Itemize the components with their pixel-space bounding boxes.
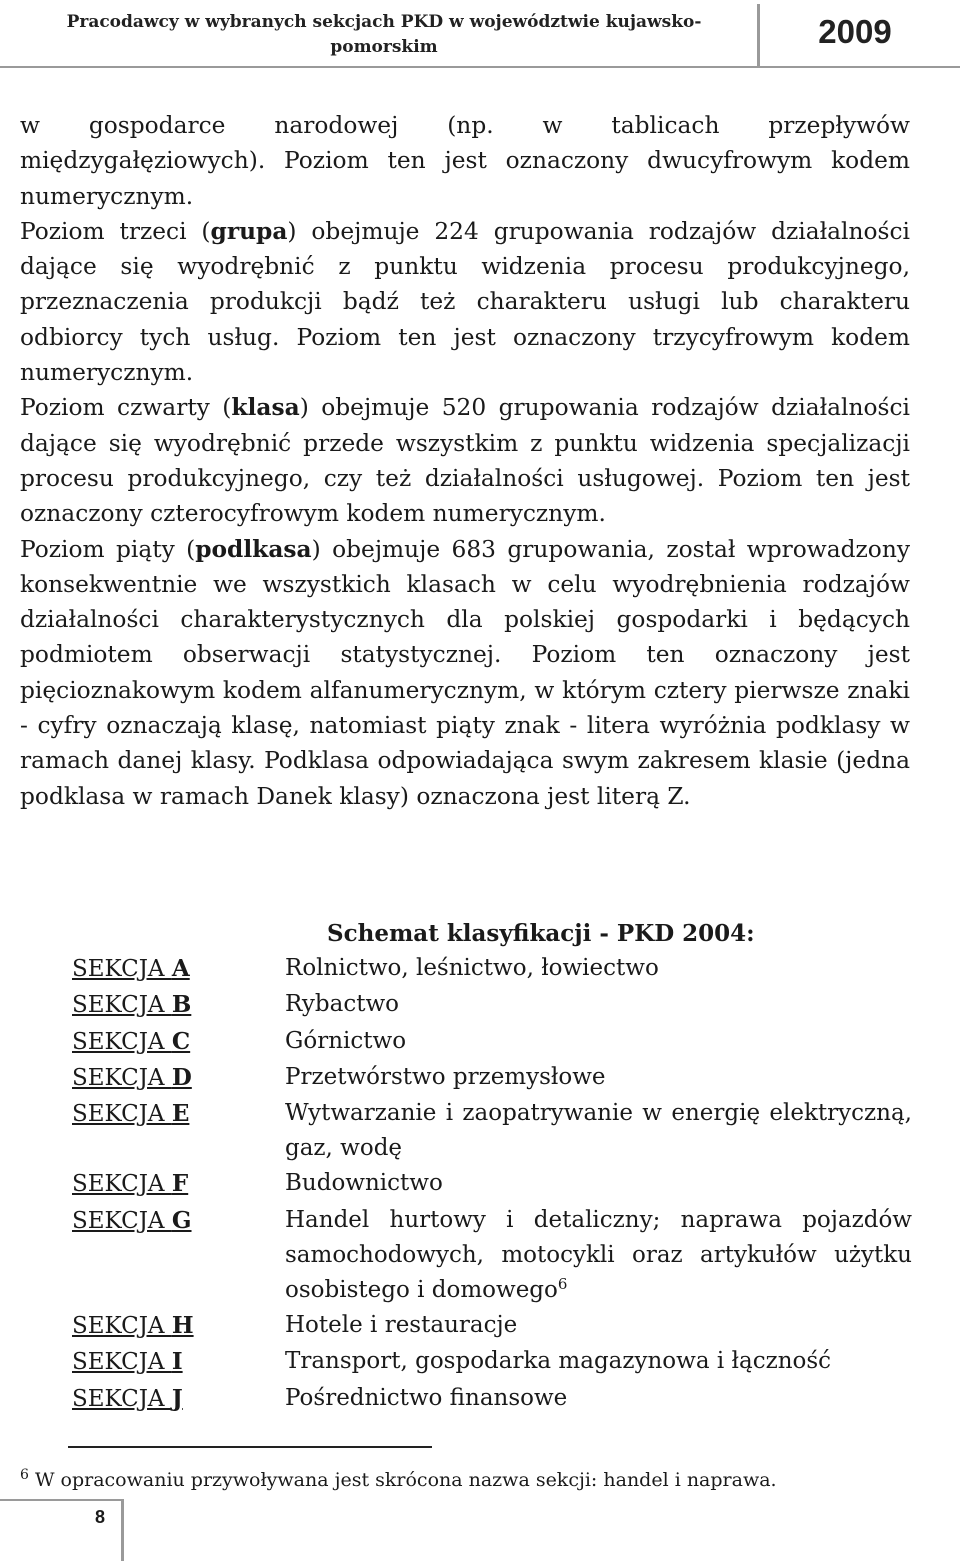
section-description <box>285 1024 912 1060</box>
paragraph-text: ) obejmuje 224 grupowania rodzajów działalności dające się wyodrębnić z punktu widzenia procesu produkcyjnego, przeznaczenia produkcji bądź też charakteru usługi lub charakteru odbiorcy tych usług. Poziom ten jest oznaczony trzycyfrowym kodem numerycznym. <box>20 217 910 387</box>
section-description <box>285 1308 912 1344</box>
footnote <box>20 1466 940 1494</box>
section-description <box>285 951 912 987</box>
section-label <box>72 1308 285 1344</box>
paragraph-text: ) obejmuje 520 grupowania rodzajów działalności dające się wyodrębnić przede wszystkim z punktu widzenia specjalizacji procesu produkcyjnego, czy też działalności usługowej. Poziom ten jest oznaczony czterocyfrowym kodem numerycznym. <box>20 394 910 528</box>
section-description <box>285 987 912 1023</box>
section-letter: F <box>171 1170 189 1198</box>
level-term: podlkasa <box>195 535 312 563</box>
section-label <box>72 1166 285 1202</box>
section-description-text: Transport, gospodarka magazynowa i łączność <box>285 1348 832 1375</box>
section-row <box>72 1203 912 1309</box>
section-description-text: Handel hurtowy i detaliczny; naprawa pojazdów samochodowych, motocykli oraz artykułów użytku osobistego i domowego <box>285 1206 912 1304</box>
section-row <box>72 1381 912 1417</box>
section-label <box>72 1060 285 1096</box>
page-number-rule <box>0 1499 124 1501</box>
section-description-text: Budownictwo <box>285 1170 443 1197</box>
paragraph <box>20 390 910 531</box>
paragraph-text: ) obejmuje 683 grupowania, został wprowadzony konsekwentnie we wszystkich klasach w celu wyodrębnienia rodzajów działalności charakterystycznych dla polskiej gospodarki i będących podmiotem obserwacji statystycznej. Poziom ten oznaczony jest pięcioznakowym kodem alfanumerycznym, w którym cztery pierwsze znaki - cyfry oznaczają klasę, natomiast piąty znak - litera wyróżnia podklasy w ramach danej klasy. Podklasa odpowiadająca swym zakresem klasie (jedna podklasa w ramach Danek klasy) oznaczona jest literą Z. <box>20 535 910 810</box>
section-prefix: SEKCJA <box>72 1385 172 1412</box>
paragraph <box>20 532 910 814</box>
section-description <box>285 1166 912 1202</box>
level-term: klasa <box>231 394 300 422</box>
section-label <box>72 951 285 987</box>
section-prefix: SEKCJA <box>72 1101 172 1128</box>
scheme-rows <box>72 951 912 1417</box>
section-description <box>285 1096 912 1166</box>
page-number: 8 <box>94 1507 105 1527</box>
section-description-text: Rolnictwo, leśnictwo, łowiectwo <box>285 955 659 982</box>
section-label <box>72 1024 285 1060</box>
classification-scheme <box>72 916 912 1417</box>
section-description <box>285 1060 912 1096</box>
section-letter: G <box>171 1206 192 1234</box>
section-letter: D <box>171 1063 192 1091</box>
section-prefix: SEKCJA <box>72 1028 172 1055</box>
footnote-ref: 6 <box>557 1275 568 1294</box>
section-description-text: Pośrednictwo finansowe <box>285 1384 568 1411</box>
section-description-text: Hotele i restauracje <box>285 1312 518 1339</box>
header-year: 2009 <box>818 13 892 50</box>
section-prefix: SEKCJA <box>72 1171 172 1198</box>
section-description-text: Rybactwo <box>285 991 400 1018</box>
footnote-text: W opracowaniu przywoływana jest skrócona nazwa sekcji: handel i naprawa. <box>28 1469 777 1491</box>
section-prefix: SEKCJA <box>72 1207 172 1234</box>
section-row <box>72 1096 912 1166</box>
section-prefix: SEKCJA <box>72 956 172 983</box>
section-letter: C <box>171 1027 191 1055</box>
section-label <box>72 1203 285 1309</box>
section-row <box>72 1344 912 1380</box>
section-label <box>72 1096 285 1166</box>
level-term: grupa <box>210 217 288 245</box>
paragraph-text: w gospodarce narodowej (np. w tablicach przepływów międzygałęziowych). Poziom ten jest oznaczony dwucyfrowym kodem numerycznym. <box>20 112 910 210</box>
section-label <box>72 987 285 1023</box>
section-letter: I <box>171 1348 183 1376</box>
paragraph-text: Poziom piąty ( <box>20 535 196 563</box>
section-letter: J <box>171 1384 183 1412</box>
section-prefix: SEKCJA <box>72 1064 172 1091</box>
page-header <box>0 0 960 68</box>
scheme-title: Schemat klasyfikacji - PKD 2004: <box>327 920 755 947</box>
body-text <box>20 108 910 814</box>
section-row <box>72 951 912 987</box>
section-letter: A <box>171 955 190 983</box>
section-letter: E <box>171 1100 190 1128</box>
section-row <box>72 1166 912 1202</box>
page-number-divider <box>121 1499 124 1561</box>
section-prefix: SEKCJA <box>72 1349 172 1376</box>
paragraph-text: Poziom czwarty ( <box>20 394 232 422</box>
section-row <box>72 1308 912 1344</box>
section-letter: B <box>171 991 192 1019</box>
paragraph <box>20 108 910 214</box>
section-label <box>72 1344 285 1380</box>
section-row <box>72 1024 912 1060</box>
header-divider <box>757 4 760 68</box>
page-number-box <box>0 1499 124 1561</box>
section-letter: H <box>171 1312 194 1340</box>
section-description-text: Przetwórstwo przemysłowe <box>285 1063 606 1090</box>
section-description <box>285 1381 912 1417</box>
footnote-separator <box>68 1446 432 1448</box>
section-label <box>72 1381 285 1417</box>
paragraph-text: Poziom trzeci ( <box>20 217 211 245</box>
footnote-number: 6 <box>20 1467 29 1483</box>
section-description <box>285 1344 912 1380</box>
header-title: Pracodawcy w wybranych sekcjach PKD w województwie kujawsko-pomorskim <box>66 12 702 57</box>
section-prefix: SEKCJA <box>72 992 172 1019</box>
section-row <box>72 1060 912 1096</box>
section-description <box>285 1203 912 1309</box>
section-row <box>72 987 912 1023</box>
section-description-text: Wytwarzanie i zaopatrywanie w energię elektryczną, gaz, wodę <box>285 1100 912 1162</box>
paragraph <box>20 214 910 390</box>
section-prefix: SEKCJA <box>72 1313 172 1340</box>
section-description-text: Górnictwo <box>285 1027 407 1054</box>
header-rule <box>0 66 960 68</box>
